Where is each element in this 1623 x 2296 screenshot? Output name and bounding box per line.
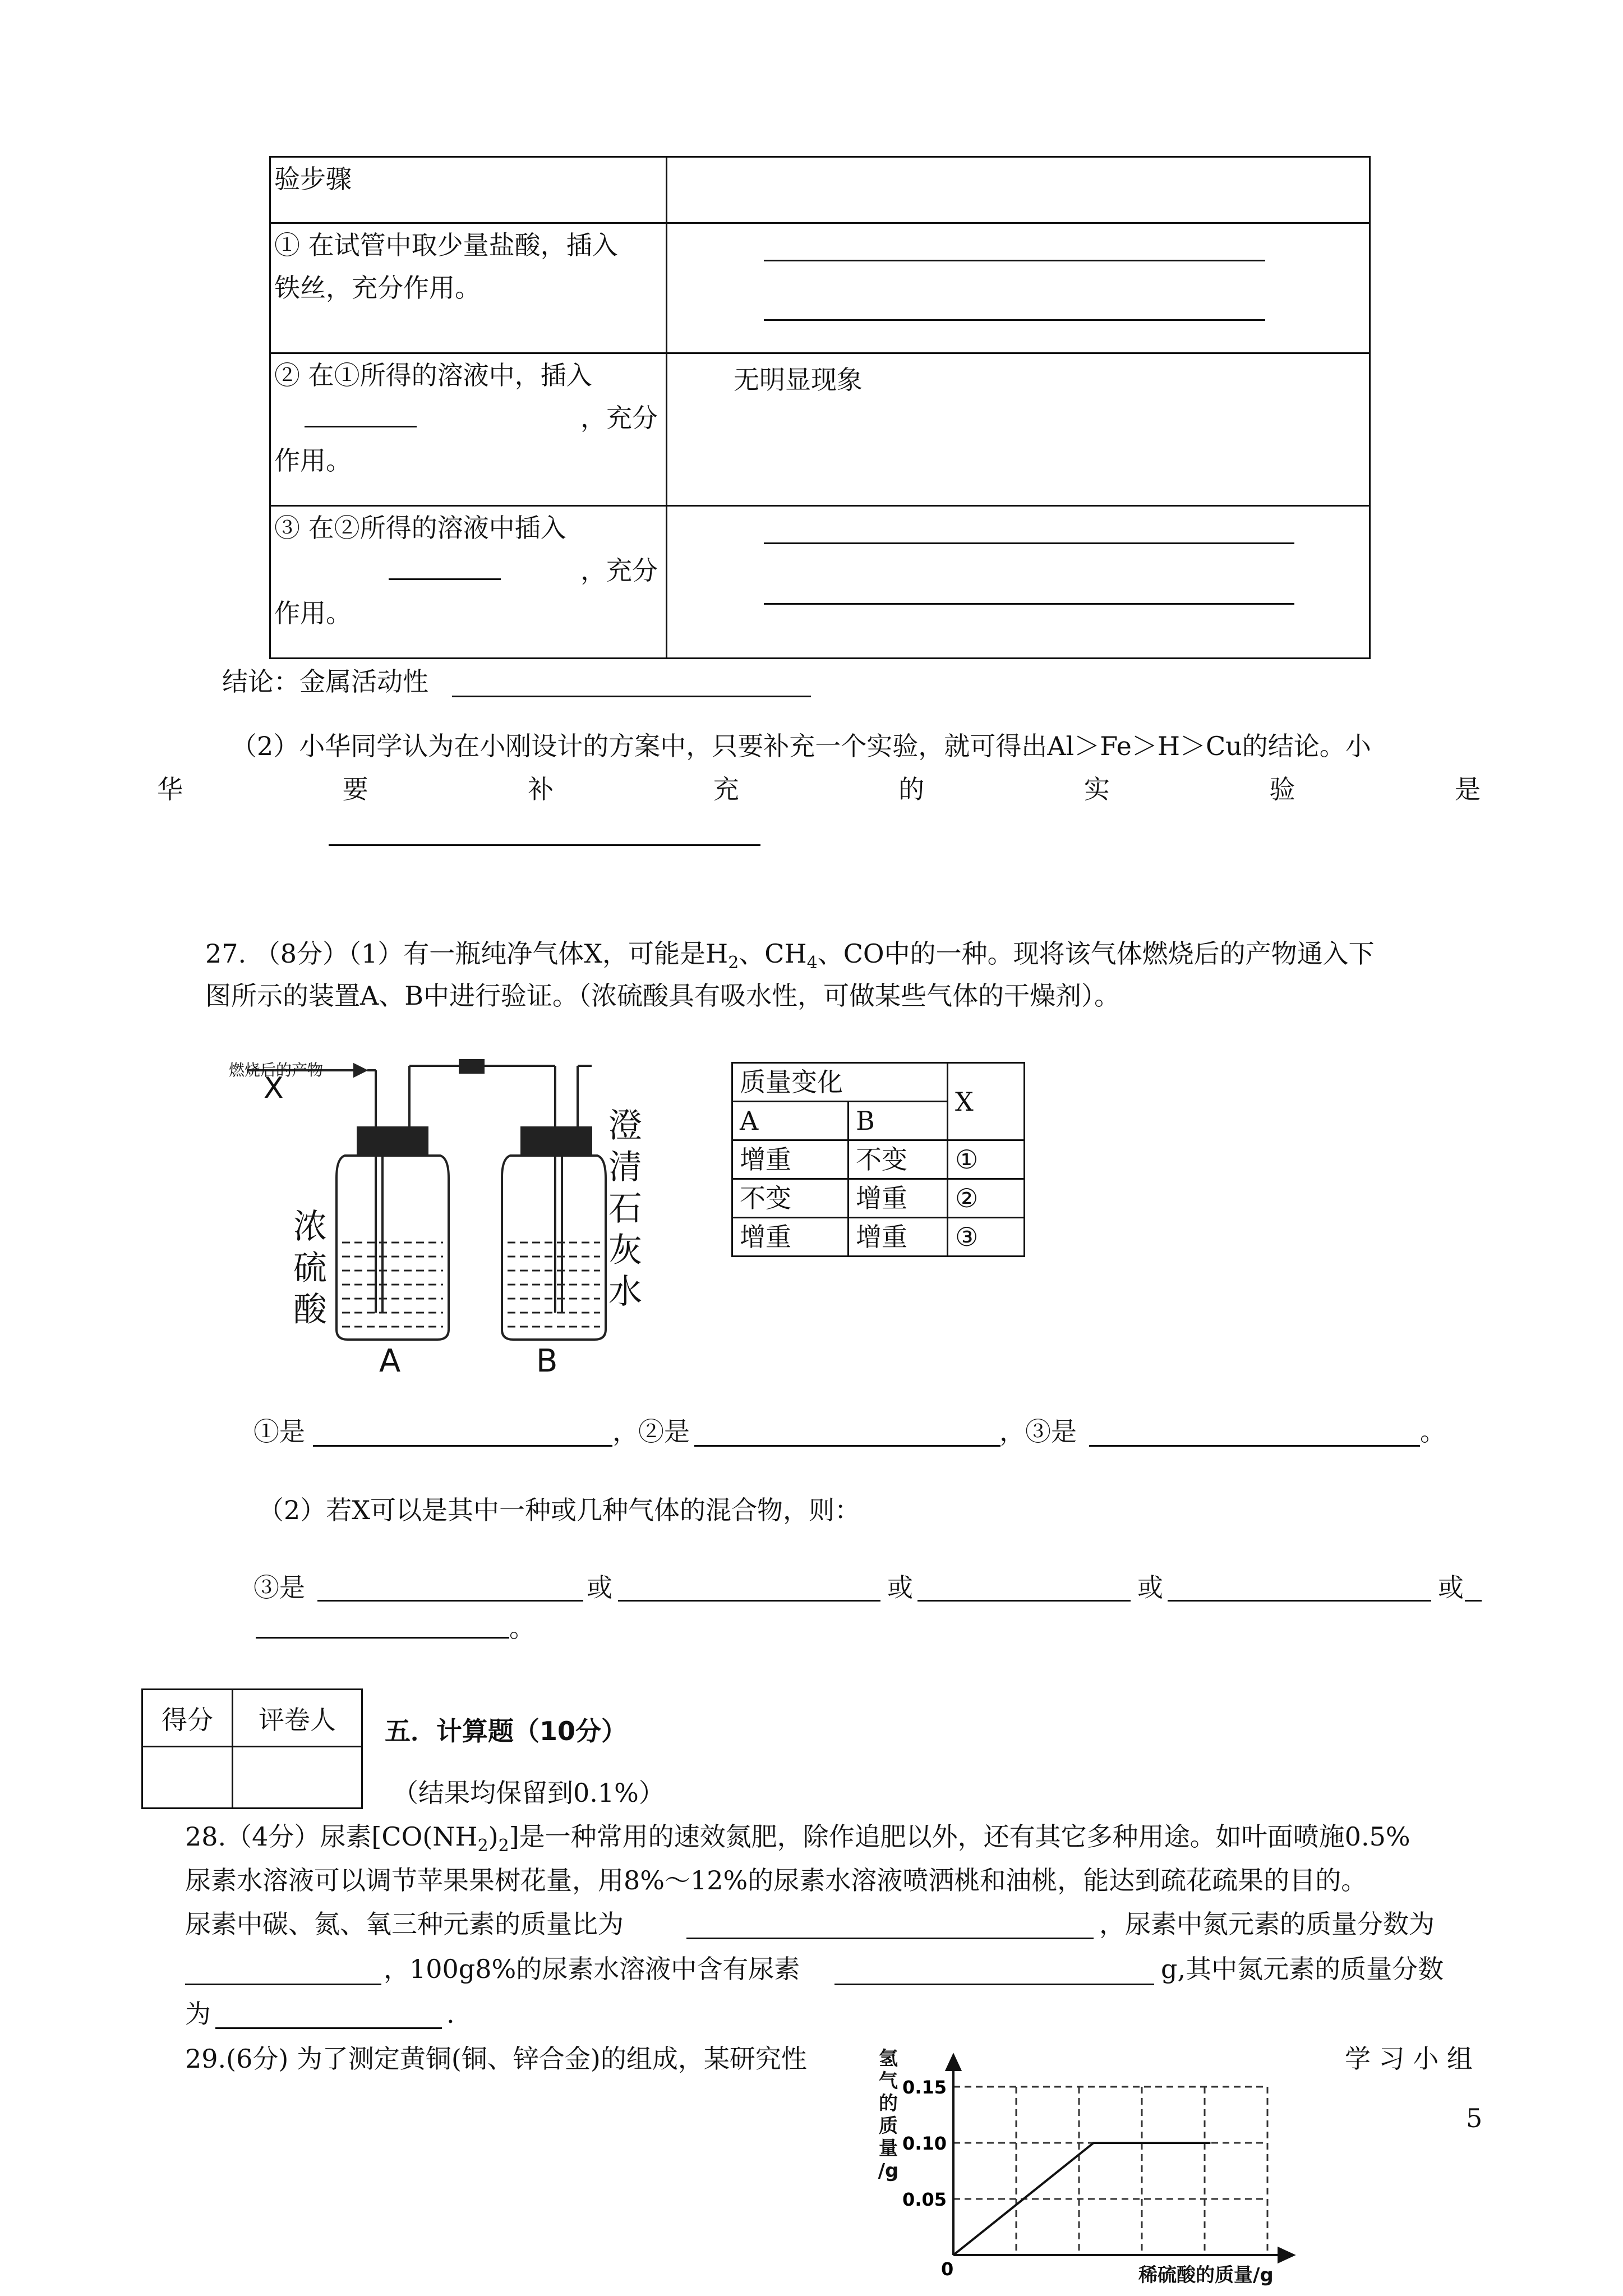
y-tick-label: 0.05: [902, 2189, 947, 2210]
q28-line5: 为 .: [185, 1999, 455, 2029]
y-axis-arrow: [947, 2055, 960, 2070]
answer-blank-3[interactable]: [1089, 1445, 1420, 1447]
mix-blank-4[interactable]: [1168, 1600, 1431, 1602]
chart-grid: [953, 2087, 1267, 2255]
origin-label: 0: [941, 2258, 954, 2280]
apparatus-drawing: [224, 1043, 662, 1380]
q27-answer-line: ①是 ，②是 ，③是 。: [253, 1416, 1446, 1447]
step-1-observation: [667, 223, 1370, 353]
chart-svg: [864, 2042, 1312, 2289]
observation-blank-3b[interactable]: [764, 603, 1294, 605]
bottle-b-label: 澄 清 石 灰 水: [608, 1106, 642, 1312]
q26-part2-text: （2）小华同学认为在小刚设计的方案中，只要补充一个实验，就可得出Al＞Fe＞H＞Cu的结论。小: [231, 731, 1371, 761]
q28-line3: 尿素中碳、氮、氧三种元素的质量比为 ，尿素中氮元素的质量分数为: [185, 1909, 1435, 1939]
q26-supplement-blank[interactable]: [329, 844, 760, 846]
q27-line2: 图所示的装置A、B中进行验证。（浓硫酸具有吸水性，可做某些气体的干燥剂）。: [205, 981, 1121, 1011]
y-tick-label: 0.15: [902, 2077, 947, 2098]
inlet-x-label: X: [264, 1071, 284, 1105]
chart-y-label: 氢气的质量/g: [878, 2047, 899, 2182]
experiment-table: [269, 156, 1371, 659]
q26-part2-spread-line: 华 要 补 充 的 实 验 是: [157, 774, 1481, 804]
grader-cell[interactable]: [233, 1747, 362, 1809]
bottle-b-letter: B: [536, 1343, 558, 1379]
answer-blank-2[interactable]: [694, 1445, 1000, 1447]
observation-blank-1a[interactable]: [764, 260, 1265, 261]
mass-change-table: [731, 1062, 1025, 1257]
q27-line1: 27. （8分）（1）有一瓶纯净气体X，可能是$H_2$、$CH_4$、CO中的一种。现将该气体燃烧后的产物通入下: [205, 938, 1375, 973]
observation-blank-1b[interactable]: [764, 319, 1265, 321]
urea-mass-blank[interactable]: [834, 1984, 1154, 1985]
step-2-reagent-blank[interactable]: [305, 426, 417, 427]
section5-note: （结果均保留到0.1%）: [393, 1778, 665, 1808]
step-3-observation: [667, 506, 1370, 659]
q29-line1-end: 学 习 小 组: [1345, 2044, 1473, 2074]
nitrogen-fraction-blank[interactable]: [185, 1984, 381, 1985]
q29-line1: 29.(6分) 为了测定黄铜(铜、锌合金)的组成，某研究性: [185, 2044, 807, 2074]
section5-title: 五．计算题（10分）: [385, 1716, 628, 1746]
q27-part2-end: 。: [509, 1613, 535, 1643]
table-header-steps: [270, 157, 667, 223]
solution-nitrogen-blank[interactable]: [215, 2027, 442, 2029]
score-box: [141, 1688, 363, 1809]
x-axis-arrow: [1279, 2248, 1293, 2262]
bottle-a-letter: A: [379, 1343, 401, 1379]
q28-line2: 尿素水溶液可以调节苹果果树花量，用8%～12%的尿素水溶液喷洒桃和油桃，能达到疏花疏果的目的。: [185, 1865, 1367, 1895]
conclusion-text: 结论：金属活动性: [222, 666, 428, 697]
grader-label: 评卷人: [233, 1690, 362, 1747]
step-1-cell: ① 在试管中取少量盐酸，插入 铁丝，充分作用。: [270, 223, 667, 353]
gas-apparatus: [224, 1043, 662, 1380]
mix-blank-3[interactable]: [917, 1600, 1131, 1602]
table-row: 不变 增重 ②: [732, 1179, 1025, 1218]
x-header: X: [948, 1063, 1025, 1140]
hydrogen-chart: [864, 2042, 1312, 2289]
steps-header-text: 验步骤: [274, 164, 352, 194]
observation-blank-3a[interactable]: [764, 542, 1294, 544]
q28-line1: 28.（4分）尿素$[CO(NH_2)_2]$是一种常用的速效氮肥，除作追肥以外，还有其它多种用途。如叶面喷施0.5%: [185, 1821, 1410, 1856]
table-row: 增重 不变 ①: [732, 1140, 1025, 1179]
mix-blank-2[interactable]: [618, 1600, 880, 1602]
mass-change-header: 质量变化: [732, 1063, 948, 1102]
col-a-header: A: [732, 1102, 849, 1140]
mix-blank-6[interactable]: [256, 1637, 509, 1639]
col-b-header: B: [849, 1102, 948, 1140]
step-2-observation: 无明显现象: [667, 353, 1370, 506]
step-2-cell: ② 在①所得的溶液中，插入 ，充分 作用。: [270, 353, 667, 506]
chart-ticks: [902, 2077, 953, 2280]
step-3-cell: ③ 在②所得的溶液中插入 ，充分 作用。: [270, 506, 667, 659]
mix-blank-1[interactable]: [317, 1600, 583, 1602]
page-number: 5: [1466, 2103, 1483, 2133]
mix-blank-5[interactable]: [1465, 1600, 1482, 1602]
q27-part2-text: （2）若X可以是其中一种或几种气体的混合物，则：: [258, 1495, 861, 1525]
chart-x-label: 稀硫酸的质量/g: [1138, 2264, 1274, 2286]
inlet-label: 燃烧后的产物: [229, 1061, 324, 1079]
score-label: 得分: [142, 1690, 233, 1747]
table-row: 增重 增重 ③: [732, 1218, 1025, 1257]
mass-ratio-blank[interactable]: [686, 1938, 1094, 1939]
y-tick-label: 0.10: [902, 2133, 947, 2154]
bottle-a-label: 浓 硫 酸: [293, 1207, 327, 1329]
q28-line4: ，100g8%的尿素水溶液中含有尿素 g,其中氮元素的质量分数: [384, 1954, 1444, 1984]
conclusion-blank[interactable]: [452, 696, 811, 697]
table-header-phenomena: [667, 157, 1370, 223]
score-cell[interactable]: [142, 1747, 233, 1809]
step-3-reagent-blank[interactable]: [389, 578, 501, 580]
q27-part2-answer-line: ③是 或 或 或 或: [253, 1572, 1464, 1603]
answer-blank-1[interactable]: [313, 1445, 612, 1447]
